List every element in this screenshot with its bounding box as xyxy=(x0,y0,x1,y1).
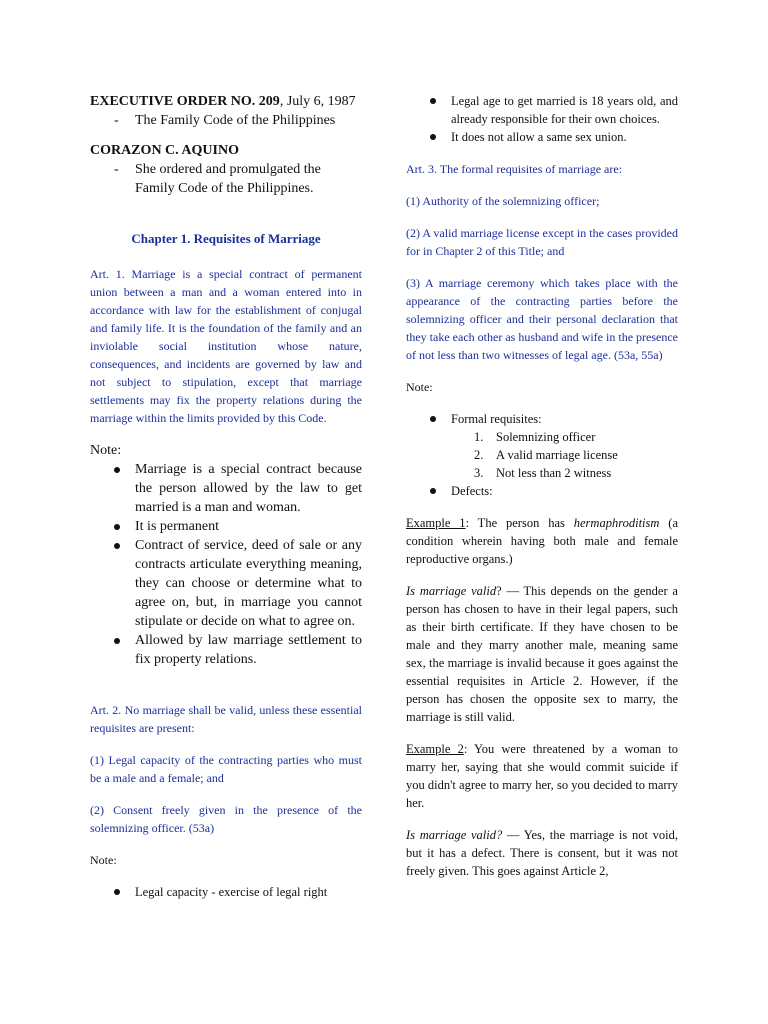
bullet-icon xyxy=(114,524,120,530)
item-number: 1. xyxy=(474,430,484,444)
article-2-item-1: (1) Legal capacity of the contracting parties who must be a male and a female; and xyxy=(90,753,362,785)
list-item xyxy=(90,536,362,631)
example-2-label: Example 2 xyxy=(406,742,464,756)
example-2-text: : You were threatened by a woman to marry her, saying that she would commit suicide if you didn't agree to marry her, so you decided to marry her. xyxy=(406,742,678,810)
left-column xyxy=(90,88,362,901)
item-text: Not less than 2 witness xyxy=(496,466,612,480)
dash-marker: - xyxy=(114,162,119,177)
eo-item-text: The Family Code of the Philippines xyxy=(135,113,336,128)
article-3: Art. 3. The formal requisites of marriage are: xyxy=(406,162,623,176)
list-item xyxy=(90,460,362,517)
list-item-text: Contract of service, deed of sale or any contracts articulate everything meaning, they can choose or determine what to agree on, but, in marriage you cannot stipulate or decide on what to agree on. xyxy=(135,538,362,629)
list-item-text: Marriage is a special contract because the person allowed by the law to get married is a man and woman. xyxy=(135,462,362,515)
formal-requisites-label: Formal requisites: xyxy=(451,412,542,426)
bullet-icon xyxy=(114,543,120,549)
example-2-answer xyxy=(406,826,678,880)
numbered-item xyxy=(406,446,678,464)
list-item xyxy=(90,517,362,536)
example-1 xyxy=(406,514,678,568)
item-number: 2. xyxy=(474,448,484,462)
item-number: 3. xyxy=(474,466,484,480)
right-column xyxy=(406,92,678,880)
defects-label: Defects: xyxy=(451,484,493,498)
eo-number: EXECUTIVE ORDER NO. 209 xyxy=(90,94,280,109)
note-3-list xyxy=(406,410,678,428)
defects-list xyxy=(406,482,678,500)
example-1-label: Example 1 xyxy=(406,516,466,530)
bullet-icon xyxy=(430,134,436,140)
list-item-text: It is permanent xyxy=(135,519,219,534)
bullet-icon xyxy=(114,638,120,644)
list-item-text: Legal age to get married is 18 years old, and already responsible for their own choices. xyxy=(451,94,678,126)
note-label: Note: xyxy=(90,443,122,458)
eo-date: , July 6, 1987 xyxy=(279,94,356,109)
example-1-text-end: (a condition wherein having both male and female reproductive organs.) xyxy=(406,516,678,566)
note-label: Note: xyxy=(406,380,433,394)
list-item xyxy=(90,631,362,669)
dash-marker: - xyxy=(114,113,119,128)
answer-text: ? — This depends on the gender a person has chosen to have in their legal papers, such as their birth certificate. If they have chosen to be male and they marry another male, meaning same sex, the marriage is invalid because it goes against the essential requisites in Article 2. However, if the person has chosen the opposite sex to marry, the marriage is still valid. xyxy=(406,584,678,724)
list-item xyxy=(406,92,678,128)
list-item-text: Allowed by law marriage settlement to fix property relations. xyxy=(135,633,362,667)
example-2 xyxy=(406,740,678,812)
bullet-icon xyxy=(430,416,436,422)
item-text: Solemnizing officer xyxy=(496,430,596,444)
question: Is marriage valid xyxy=(406,584,497,598)
continued-list xyxy=(406,92,678,146)
list-item xyxy=(406,482,678,500)
note-1-list xyxy=(90,460,362,669)
item-text: A valid marriage license xyxy=(496,448,618,462)
list-item xyxy=(406,128,678,146)
bullet-icon xyxy=(114,467,120,473)
note-2-list xyxy=(90,883,362,901)
chapter-title: Chapter 1. Requisites of Marriage xyxy=(131,231,321,246)
list-item-text: It does not allow a same sex union. xyxy=(451,130,627,144)
president-name: CORAZON C. AQUINO xyxy=(90,143,239,158)
eo-list-item xyxy=(90,111,362,130)
example-1-answer xyxy=(406,582,678,726)
numbered-item xyxy=(406,428,678,446)
president-list-item xyxy=(90,160,362,198)
question: Is marriage valid? xyxy=(406,828,503,842)
numbered-item xyxy=(406,464,678,482)
president-item-text: She ordered and promulgated the Family Code of the Philippines. xyxy=(135,162,321,196)
formal-requisites-list xyxy=(406,428,678,482)
article-3-item-1: (1) Authority of the solemnizing officer; xyxy=(406,194,600,208)
bullet-icon xyxy=(430,488,436,494)
executive-order-heading xyxy=(90,92,362,111)
article-2: Art. 2. No marriage shall be valid, unless these essential requisites are present: xyxy=(90,703,362,735)
article-2-item-2: (2) Consent freely given in the presence of the solemnizing officer. (53a) xyxy=(90,803,362,835)
example-1-text: : The person has xyxy=(465,516,574,530)
article-1: Art. 1. Marriage is a special contract of permanent union between a man and a woman entered into in accordance with law for the establishment of conjugal and family life. It is the foundation of the family and an inviolable social institution whose nature, consequences, and incidents are governed by law and not subject to stipulation, except that marriage settlements may fix the property relations during the marriage within the limits provided by this Code. xyxy=(90,267,362,425)
list-item xyxy=(406,410,678,428)
article-3-item-2: (2) A valid marriage license except in the cases provided for in Chapter 2 of this Title; and xyxy=(406,226,678,258)
bullet-icon xyxy=(430,98,436,104)
answer-text: — Yes, the marriage is not void, but it has a defect. There is consent, but it was not freely given. This goes against Article 2, xyxy=(406,828,678,878)
president-list xyxy=(90,160,362,198)
article-3-item-3: (3) A marriage ceremony which takes place with the appearance of the contracting parties before the solemnizing officer and their personal declaration that they take each other as husband and wife in the presence of not less than two witnesses of legal age. (53a, 55a) xyxy=(406,276,678,362)
eo-list xyxy=(90,111,362,130)
example-1-term: hermaphroditism xyxy=(573,516,660,530)
bullet-icon xyxy=(114,889,120,895)
list-item xyxy=(90,883,362,901)
note-label: Note: xyxy=(90,853,117,867)
list-item-text: Legal capacity - exercise of legal right xyxy=(135,885,328,899)
